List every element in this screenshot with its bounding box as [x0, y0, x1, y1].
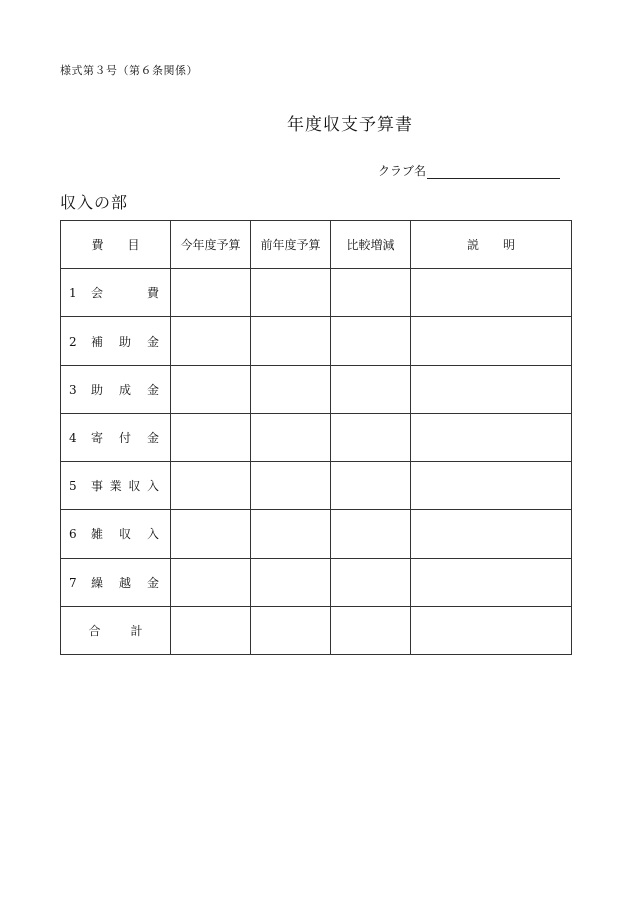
- cell-this-year[interactable]: [171, 510, 251, 558]
- club-name-underline: [427, 166, 560, 179]
- total-label: 合計: [61, 606, 171, 654]
- cell-last-year[interactable]: [251, 365, 331, 413]
- table-row: [61, 269, 572, 317]
- cell-explanation[interactable]: [411, 365, 572, 413]
- header-difference: 比較増減: [331, 221, 411, 269]
- row-name: 補助金: [91, 334, 159, 349]
- cell-difference[interactable]: [331, 558, 411, 606]
- row-number: 7: [69, 575, 77, 590]
- table-row: [61, 510, 572, 558]
- header-last-year-budget: 前年度予算: [251, 221, 331, 269]
- header-this-year-budget: 今年度予算: [171, 221, 251, 269]
- cell-explanation[interactable]: [411, 606, 572, 654]
- row-label: [61, 462, 171, 510]
- cell-explanation[interactable]: [411, 558, 572, 606]
- row-label: [61, 317, 171, 365]
- cell-last-year[interactable]: [251, 510, 331, 558]
- cell-last-year[interactable]: [251, 317, 331, 365]
- cell-difference[interactable]: [331, 365, 411, 413]
- form-number: 様式第３号（第６条関係）: [60, 64, 198, 77]
- cell-difference[interactable]: [331, 462, 411, 510]
- row-name: 繰越金: [91, 575, 159, 590]
- income-budget-table: [60, 220, 572, 655]
- cell-this-year[interactable]: [171, 462, 251, 510]
- cell-this-year[interactable]: [171, 269, 251, 317]
- row-name: 雑収入: [91, 527, 159, 542]
- document-title: 年度収支予算書: [287, 115, 413, 135]
- table-row: [61, 462, 572, 510]
- row-number: 1: [69, 286, 77, 301]
- table-header-row: [61, 221, 572, 269]
- row-label: [61, 558, 171, 606]
- row-label: [61, 510, 171, 558]
- cell-difference[interactable]: [331, 413, 411, 461]
- cell-last-year[interactable]: [251, 413, 331, 461]
- row-name: 助成金: [91, 382, 159, 397]
- table-row: [61, 413, 572, 461]
- row-number: 4: [69, 430, 77, 445]
- table-row: [61, 365, 572, 413]
- cell-this-year[interactable]: [171, 413, 251, 461]
- cell-this-year[interactable]: [171, 365, 251, 413]
- row-number: 3: [69, 382, 77, 397]
- cell-explanation[interactable]: [411, 462, 572, 510]
- cell-last-year[interactable]: [251, 269, 331, 317]
- cell-difference[interactable]: [331, 606, 411, 654]
- cell-difference[interactable]: [331, 510, 411, 558]
- cell-explanation[interactable]: [411, 413, 572, 461]
- row-number: 5: [69, 479, 77, 494]
- cell-explanation[interactable]: [411, 269, 572, 317]
- row-label: [61, 413, 171, 461]
- table-total-row: [61, 606, 572, 654]
- cell-last-year[interactable]: [251, 558, 331, 606]
- cell-last-year[interactable]: [251, 462, 331, 510]
- row-label: [61, 269, 171, 317]
- cell-explanation[interactable]: [411, 510, 572, 558]
- club-name-label: クラブ名: [378, 164, 427, 178]
- cell-this-year[interactable]: [171, 606, 251, 654]
- row-name: 事業収入: [91, 479, 159, 494]
- section-title: 収入の部: [60, 193, 129, 212]
- table-row: [61, 558, 572, 606]
- cell-this-year[interactable]: [171, 558, 251, 606]
- table-row: [61, 317, 572, 365]
- row-label: [61, 365, 171, 413]
- row-number: 2: [69, 334, 77, 349]
- club-name-field: [378, 162, 560, 179]
- cell-last-year[interactable]: [251, 606, 331, 654]
- header-explanation: 説 明: [411, 221, 572, 269]
- row-number: 6: [69, 527, 77, 542]
- row-name: 寄付金: [91, 430, 159, 445]
- cell-explanation[interactable]: [411, 317, 572, 365]
- cell-difference[interactable]: [331, 269, 411, 317]
- header-item: 費 目: [61, 221, 171, 269]
- cell-difference[interactable]: [331, 317, 411, 365]
- cell-this-year[interactable]: [171, 317, 251, 365]
- row-name: 会費: [91, 286, 159, 301]
